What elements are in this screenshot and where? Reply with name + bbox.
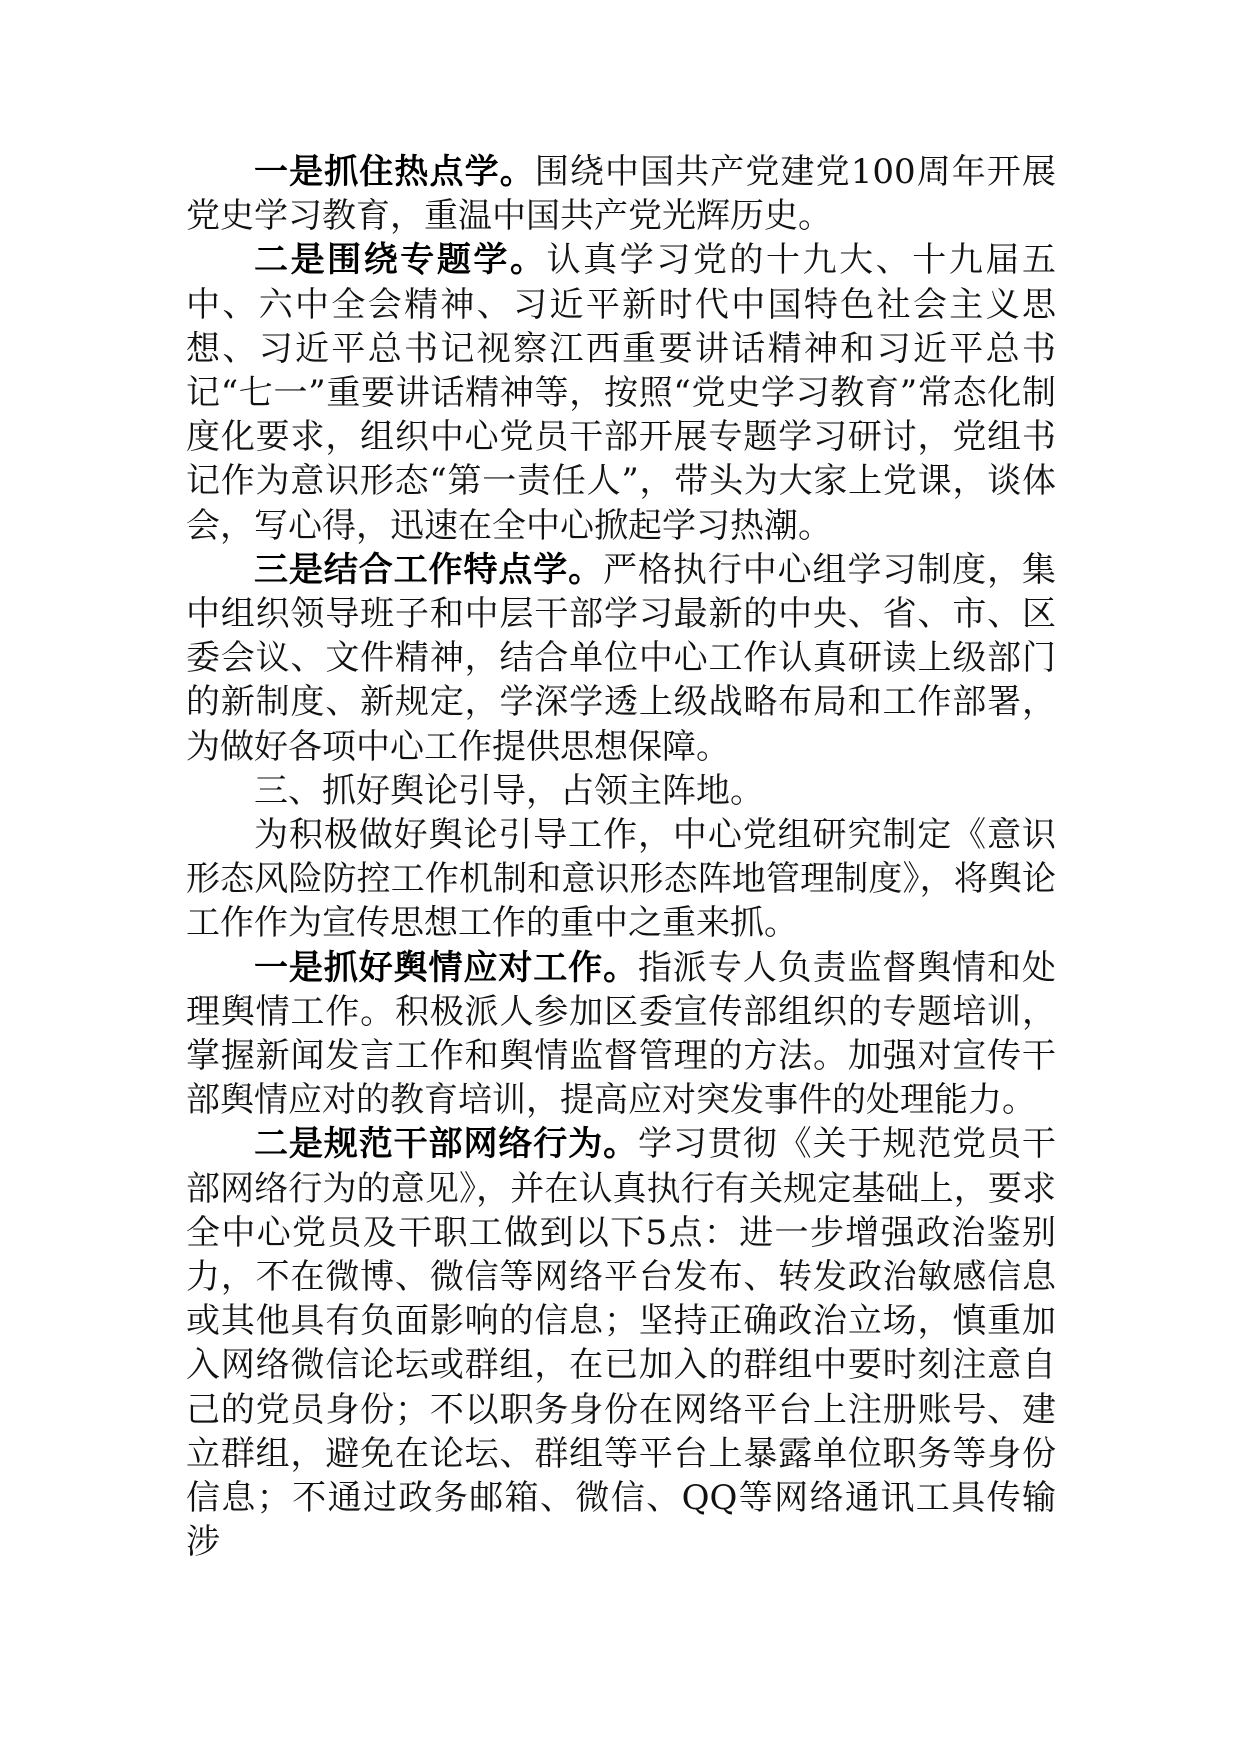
- paragraph-lead: 一是抓住热点学。: [254, 152, 535, 192]
- paragraph-topic-study: [186, 238, 1056, 547]
- paragraph-text: 围绕中国共产党建党100周年开展党史学习教育，重温中国共产党光辉历史。: [186, 152, 1057, 237]
- paragraph-text: 认真学习党的十九大、十九届五中、六中全会精神、习近平新时代中国特色社会主义思想、习近平总书记视察江西重要讲话精神和习近平总书记“七一”重要讲话精神等，按照“党史学习教育”常态化制度化要求，组织中心党员干部开展专题学习研讨，党组书记作为意识形态“第一责任人”，带头为大家上党课，谈体会，写心得，迅速在全中心掀起学习热潮。: [186, 240, 1057, 546]
- section-heading: 三、抓好舆论引导，占领主阵地。: [254, 770, 764, 811]
- paragraph-lead: 二是规范干部网络行为。: [254, 1124, 638, 1165]
- paragraph-text: 为积极做好舆论引导工作，中心党组研究制定《意识形态风险防控工作机制和意识形态阵地管理制度》，将舆论工作作为宣传思想工作的重中之重来抓。: [186, 815, 1056, 944]
- paragraph-lead: 一是抓好舆情应对工作。: [254, 947, 638, 988]
- paragraph-opinion-guidance: [186, 813, 1056, 946]
- document-body: [186, 150, 1056, 1565]
- paragraph-network-behavior: [186, 1122, 1056, 1564]
- paragraph-hotspot-study: [186, 150, 1056, 238]
- paragraph-lead: 二是围绕专题学。: [254, 240, 547, 281]
- paragraph-text: 学习贯彻《关于规范党员干部网络行为的意见》，并在认真执行有关规定基础上，要求全中心党员及干职工做到以下5点：进一步增强政治鉴别力，不在微博、微信等网络平台发布、转发政治敏感信息或其他具有负面影响的信息；坚持正确政治立场，慎重加入网络微信论坛或群组，在已加入的群组中要时刻注意自己的党员身份；不以职务身份在网络平台上注册账号、建立群组，避免在论坛、群组等平台上暴露单位职务等身份信息；不通过政务邮箱、微信、QQ等网络通讯工具传输涉: [186, 1124, 1056, 1563]
- paragraph-work-study: [186, 548, 1056, 769]
- paragraph-lead: 三是结合工作特点学。: [254, 549, 604, 590]
- paragraph-text: 严格执行中心组学习制度，集中组织领导班子和中层干部学习最新的中央、省、市、区委会议、文件精神，结合单位中心工作认真研读上级部门的新制度、新规定，学深学透上级战略布局和工作部署，为做好各项中心工作提供思想保障。: [186, 549, 1057, 767]
- paragraph-text: 指派专人负责监督舆情和处理舆情工作。积极派人参加区委宣传部组织的专题培训，掌握新闻发言工作和舆情监督管理的方法。加强对宣传干部舆情应对的教育培训，提高应对突发事件的处理能力。: [186, 947, 1056, 1121]
- paragraph-public-opinion-response: [186, 946, 1056, 1123]
